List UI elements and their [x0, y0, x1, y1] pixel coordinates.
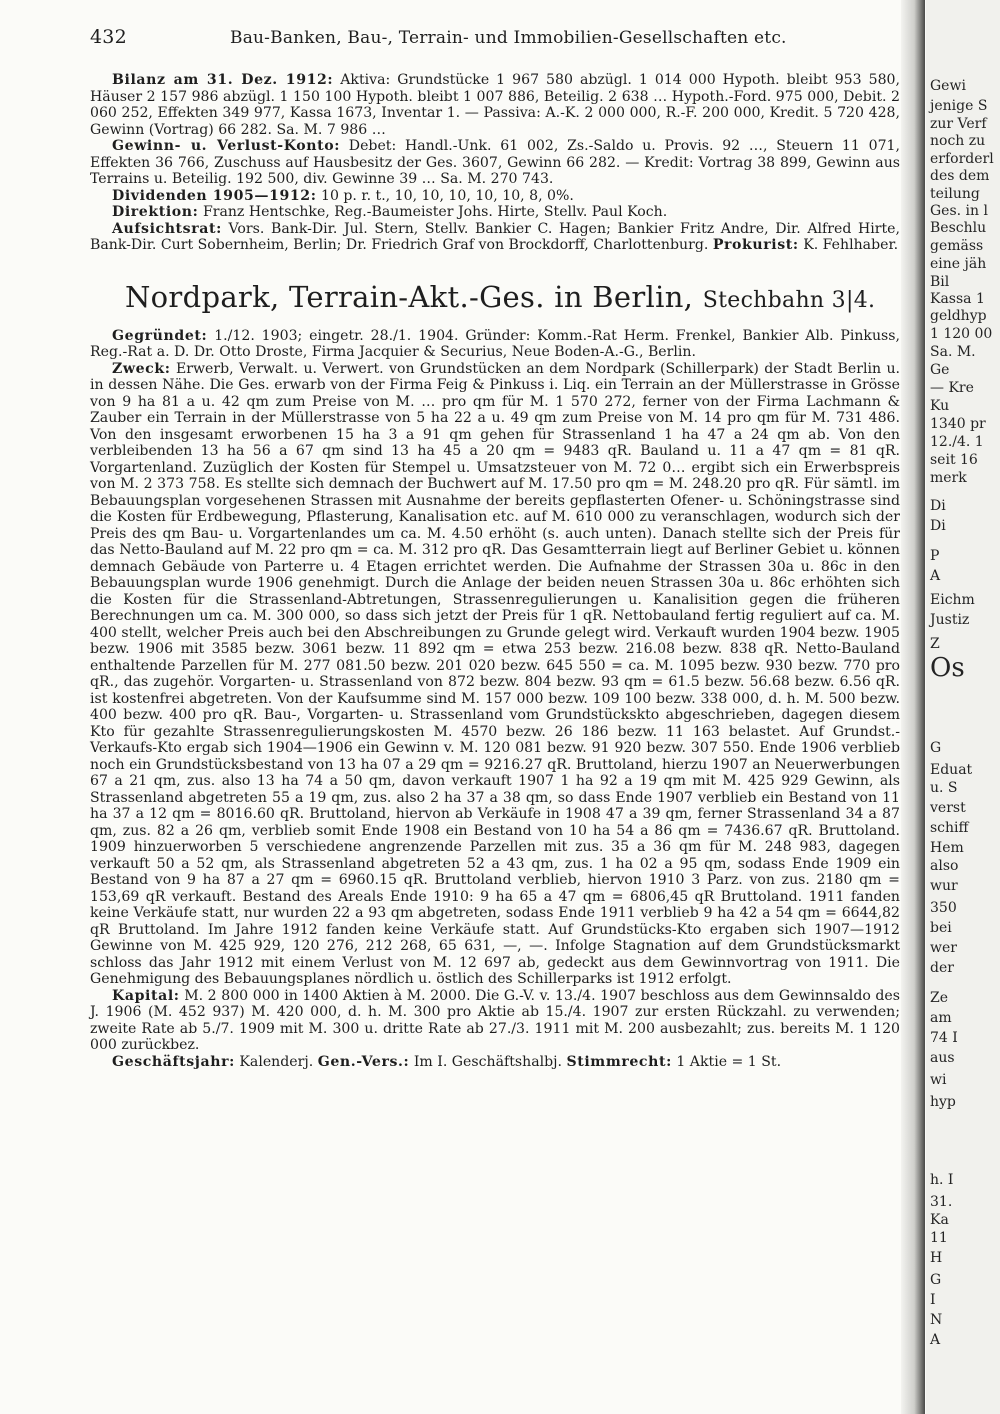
adjacent-fragment: Ze — [930, 990, 949, 1006]
adjacent-fragment: Ku — [930, 398, 950, 414]
adjacent-fragment: 31. — [930, 1194, 953, 1210]
adjacent-fragment: Ges. in l — [930, 203, 988, 219]
gegruendet-section — [90, 328, 900, 361]
adjacent-fragment: I — [930, 1292, 936, 1308]
adjacent-fragment: u. S — [930, 780, 958, 796]
adjacent-fragment: 12./4. 1 — [930, 434, 984, 450]
genvers-text: Im I. Geschäftshalbj. — [413, 1053, 562, 1070]
geschaeftsjahr-label: Geschäftsjahr: — [112, 1053, 235, 1070]
adjacent-fragment: h. I — [930, 1172, 954, 1188]
adjacent-fragment: also — [930, 858, 959, 874]
adjacent-fragment: 74 I — [930, 1030, 958, 1046]
geschaeftsjahr-text: Kalenderj. — [239, 1053, 314, 1070]
adjacent-fragment: geldhyp — [930, 308, 987, 324]
book-gutter — [901, 0, 925, 1414]
adjacent-fragment: A — [930, 568, 941, 584]
adjacent-fragment: des dem — [930, 168, 990, 184]
adjacent-fragment: 11 — [930, 1230, 948, 1246]
adjacent-page-column — [926, 0, 1000, 1414]
adjacent-fragment: bei — [930, 920, 952, 936]
page-header — [90, 26, 890, 56]
adjacent-fragment: Z — [930, 636, 940, 652]
gegruendet-text: 1./12. 1903; eingetr. 28./1. 1904. Gründer: Komm.-Rat Herm. Frenkel, Bankier Alb. Pinkuss, Reg.-Rat a. D. Dr. Otto Droste, Firma Jacquier & Securius, Neue Boden-A.-G., Berlin. — [90, 327, 900, 360]
prokurist-text: K. Fehlhaber. — [803, 237, 899, 253]
adjacent-fragment: H — [930, 1250, 943, 1266]
bilanz-label: Bilanz am 31. Dez. 1912: — [112, 72, 334, 88]
adjacent-fragment: Eduat — [930, 762, 973, 778]
adjacent-fragment: Kassa 1 — [930, 291, 985, 307]
kapital-label: Kapital: — [112, 987, 180, 1004]
adjacent-fragment: A — [930, 1332, 941, 1348]
adjacent-fragment: 1 120 00 — [930, 326, 993, 342]
stimmrecht-label: Stimmrecht: — [566, 1053, 672, 1070]
company-name: Nordpark, Terrain-Akt.-Ges. in Berlin, — [125, 279, 694, 314]
adjacent-fragment: eine jäh — [930, 256, 987, 272]
adjacent-fragment: Eichm — [930, 592, 975, 608]
adjacent-fragment: Beschlu — [930, 220, 987, 236]
bilanz-text: Aktiva: Grundstücke 1 967 580 abzügl. 1 014 000 Hypoth. bleibt 953 580, Häuser 2 157 986 abzügl. 1 150 100 Hypoth. bleibt 1 007 886, Beteilig. 2 638 … Hypoth.-Ford. 975 000, Debit. 2 060 252, Effekten 349 977, Kassa 1673, Inventar 1. — Passiva: A.-K. 2 000 000, R.-F. 200 000, Kredit. 5 720 428, Gewinn (Vortrag) 66 282. Sa. M. 7 986 … — [90, 72, 901, 138]
adjacent-fragment: G — [930, 1272, 942, 1288]
direktion-label: Direktion: — [112, 204, 199, 220]
adjacent-fragment: erforderl — [930, 151, 994, 167]
prev-dividenden — [90, 188, 900, 205]
adjacent-fragment: noch zu — [930, 133, 986, 149]
prev-bilanz — [90, 72, 900, 138]
company-heading — [125, 280, 900, 318]
gewinn-text: Debet: Handl.-Unk. 61 002, Zs.-Saldo u. Provis. 92 …, Steuern 11 071, Effekten 36 766, Zuschuss auf Hausbesitz der Ges. 3607, Gewinn 66 282. — Kredit: Vortrag 38 899, Gewinn aus Terrains u. Beteilig. 192 500, div. Gewinne 39 … Sa. M. 270 743. — [90, 138, 901, 187]
adjacent-fragment: G — [930, 740, 942, 756]
adjacent-fragment: Os — [930, 653, 965, 683]
adjacent-fragment: Gewi — [930, 78, 966, 94]
adjacent-fragment: am — [930, 1010, 952, 1026]
adjacent-fragment: hyp — [930, 1094, 956, 1110]
adjacent-fragment: der — [930, 960, 954, 976]
prev-direktion — [90, 204, 900, 221]
adjacent-fragment: Ka — [930, 1212, 949, 1228]
adjacent-fragment: Di — [930, 498, 946, 514]
adjacent-fragment: 350 — [930, 900, 957, 916]
adjacent-fragment: seit 16 — [930, 452, 978, 468]
adjacent-fragment: jenige S — [930, 98, 988, 114]
genvers-label: Gen.-Vers.: — [317, 1053, 410, 1070]
kapital-section — [90, 988, 900, 1054]
adjacent-fragment: Justiz — [930, 612, 970, 628]
aufsichtsrat-text: Vors. Bank-Dir. Jul. Stern, Stellv. Bankier C. Hagen; Bankier Fritz Andre, Dir. Alfred Hirte, Bank-Dir. Curt Sobernheim, Berlin; Dr. Friedrich Graf von Brockdorff, Charlottenburg. — [90, 220, 900, 253]
adjacent-fragment: Hem — [930, 840, 964, 856]
stimmrecht-text: 1 Aktie = 1 St. — [676, 1053, 782, 1070]
adjacent-fragment: wer — [930, 940, 957, 956]
adjacent-fragment: gemäss — [930, 238, 984, 254]
prev-gewinn — [90, 138, 900, 188]
running-title: Bau-Banken, Bau-, Terrain- und Immobilien-Gesellschaften etc. — [230, 28, 787, 48]
adjacent-fragment: Ge — [930, 362, 950, 378]
adjacent-fragment: wur — [930, 878, 958, 894]
adjacent-fragment: wi — [930, 1072, 947, 1088]
adjacent-fragment: aus — [930, 1050, 955, 1066]
dividenden-text: 10 p. r. t., 10, 10, 10, 10, 10, 8, 0%. — [321, 187, 574, 204]
adjacent-fragment: schiff — [930, 820, 969, 836]
kapital-text: M. 2 800 000 in 1400 Aktien à M. 2000. Die G.-V. v. 13./4. 1907 beschloss aus dem Gewinnsaldo des J. 1906 (M. 452 937) M. 420 000, d. h. M. 300 pro Aktie ab 15./4. 1907 zur ersten Rückzahl. zu verwenden; zweite Rate ab 5./7. 1909 mit M. 300 u. dritte Rate ab 27./3. 1911 mit M. 200 ausbezahlt; zus. bereits M. 1 120 000 zurückbez. — [90, 987, 901, 1053]
direktion-text: Franz Hentschke, Reg.-Baumeister Johs. Hirte, Stellv. Paul Koch. — [202, 204, 668, 220]
gegruendet-label: Gegründet: — [112, 327, 208, 344]
adjacent-fragment: P — [930, 548, 940, 564]
adjacent-fragment: zur Verf — [930, 116, 987, 132]
adjacent-fragment: merk — [930, 470, 967, 486]
zweck-label: Zweck: — [112, 360, 171, 377]
dividenden-label: Dividenden 1905—1912: — [112, 187, 317, 204]
page-number: 432 — [90, 26, 127, 48]
adjacent-fragment: 1340 pr — [930, 416, 986, 432]
adjacent-fragment: Sa. M. — [930, 344, 976, 360]
adjacent-fragment: — Kre — [930, 380, 974, 396]
adjacent-fragment: verst — [930, 800, 966, 816]
prev-aufsichtsrat — [90, 221, 900, 254]
adjacent-fragment: teilung — [930, 186, 980, 202]
adjacent-fragment: N — [930, 1312, 943, 1328]
main-column — [90, 72, 900, 1070]
footer-line — [90, 1054, 900, 1071]
zweck-text: Erwerb, Verwalt. u. Verwert. von Grundstücken an dem Nordpark (Schillerpark) der Stadt Berlin u. in dessen Nähe. Die Ges. erwarb von der Firma Feig & Pinkuss i. Liq. ein Terrain an der Müllerstrasse in Grösse von 9 ha 81 a u. 42 qm zum Preise von M. … pro qm für M. 1 570 272, ferner von der Firma Lachmann & Zauber ein Terrain in der Müllerstrasse von 5 ha 22 a u. 49 qm zum Preise von M. 14 pro qm für M. 731 486. Von den insgesamt erworbenen 15 ha 3 a 91 qm gehen für Strassenland 1 ha 47 a 24 qm ab. Von den verbleibenden 13 ha 56 a 67 qm sind 13 ha 45 a 20 qm = 9483 qR. Bauland u. 11 a 47 qm = 81 qR. Vorgartenland. Zuzüglich der Kosten für Stempel u. Umsatzsteuer von M. 72 0… ergibt sich ein Erwerbspreis von M. 2 373 758. Es stellte sich demnach der Buchwert auf M. 17.50 pro qm = M. 248.20 pro qR. Für sämtl. im Bebauungsplan vorgesehenen Strassen mit Ausnahme der bereits gepflasterten Ofener- u. Schöningstrasse sind die Kosten für Erdbewegung, Pflasterung, Kanalisation etc. auf M. 610 000 zu veranschlagen, wodurch sich der Preis des qm Bau- u. Vorgartenlandes um ca. M. 4.50 erhöht (s. auch unten). Danach stellte sich der Preis für das Netto-Bauland auf M. 22 pro qm = ca. M. 312 pro qR. Das Gesamtterrain liegt auf Berliner Gebiet u. können demnach Gebäude von Parterre u. 4 Etagen errichtet werden. Die Aufnahme der Strassen 30a u. 86c in den Bebauungsplan wurde 1906 genehmigt. Durch die Anlage der beiden neuen Strassen 30a u. 86c erhöhten sich die Kosten für die Strassenland-Abtretungen, Strassenregulierungen u. Kanalisition gegen die früheren Berechnungen um ca. M. 300 000, so dass sich jetzt der Preis für 1 qR. Nettobauland fertig reguliert auf ca. M. 400 stellt, welcher Preis auch bei den Abschreibungen zu Grunde gelegt wird. Verkauft wurden 1904 bezw. 1905 bezw. 1906 mit 3585 bezw. 3061 bezw. 11 892 qm = etwa 253 bezw. 216.08 bezw. 838 qR. Netto-Bauland enthaltende Parzellen für M. 277 081.50 bezw. 201 020 bezw. 645 550 = ca. M. 1095 bezw. 930 bezw. 770 pro qR., das zugehör. Vorgarten- u. Strassenland von 872 bezw. 804 bezw. 93 qm = 61.5 bezw. 56.68 bezw. 6.56 qR. ist kostenfrei abgetreten. Von der Kaufsumme sind M. 157 000 bezw. 109 100 bezw. 338 000, d. h. M. 500 bezw. 400 bezw. 400 pro qR. Bau-, Vorgarten- u. Strassenland vom Grundstücksktо abgeschrieben, dagegen diesem Kto für gezahlte Strassenregulierungskosten M. 4570 bezw. 26 186 bezw. 11 163 belastet. Auf Grundst.-Verkaufs-Kto ergab sich 1904—1906 ein Gewinn v. M. 120 081 bezw. 91 920 bezw. 307 550. Ende 1906 verblieb noch ein Grundstücksbestand von 13 ha 07 a 29 qm = 9216.27 qR. Bruttoland, hierzu 1907 an Neuerwerbungen 67 a 21 qm, zus. also 13 ha 74 a 50 qm, davon verkauft 1907 1 ha 92 a 19 qm mit M. 425 929 Gewinn, als Strassenland abgetreten 55 a 19 qm, zus. also 2 ha 37 a 38 qm, so dass Ende 1907 verblieb ein Bestand von 11 ha 37 a 12 qm = 8016.60 qR. Bruttoland, hiervon ab Verkäufe in 1908 47 a 39 qm, ferner Strassenland 34 a 87 qm, zus. 82 a 26 qm, verblieb somit Ende 1908 ein Bestand von 10 ha 54 a 86 qm = 7436.67 qR. Bruttoland. 1909 hinzuerworben 5 verschiedene angrenzende Parzellen mit zus. 35 a 36 qm für M. 248 983, dagegen verkauft 50 a 52 qm, als Strassenland abgetreten 52 a 43 qm, zus. 1 ha 02 a 95 qm, sodass Ende 1909 ein Bestand von 9 ha 87 a 27 qm = 6960.15 qR. Bruttoland verblieb, hiervon 1910 3 Parz. von zus. 2180 qm = 153,69 qR verkauft. Bestand des Areals Ende 1910: 9 ha 65 a 47 qm = 6806,45 qR Bruttoland. 1911 fanden keine Verkäufe statt, nur wurden 22 a 93 qm abgetreten, sodass Ende 1911 verblieb 9 ha 42 a 54 qm = 6644,82 qR Bruttoland. Im Jahre 1912 fanden keine Verkäufe statt. Auf Grundstücks-Kto ergaben sich 1907—1912 Gewinne von M. 425 929, 120 276, 212 268, 65 631, —, —. Infolge Stagnation auf dem Grundstücksmarkt schloss das Jahr 1912 mit einem Verlust von M. 12 697 ab, gedeckt aus dem Gewinnvortrag von 1911. Die Genehmigung des Bebauungsplanes nördlich u. östlich des Schillerparks ist 1912 erfolgt. — [90, 360, 901, 987]
prokurist-label: Prokurist: — [712, 237, 799, 253]
adjacent-fragment: Bil — [930, 274, 950, 290]
gewinn-label: Gewinn- u. Verlust-Konto: — [112, 138, 341, 154]
adjacent-fragment: Di — [930, 518, 946, 534]
company-address: Stechbahn 3|4. — [702, 287, 876, 313]
aufsichtsrat-label: Aufsichtsrat: — [112, 220, 222, 237]
zweck-section — [90, 361, 900, 988]
